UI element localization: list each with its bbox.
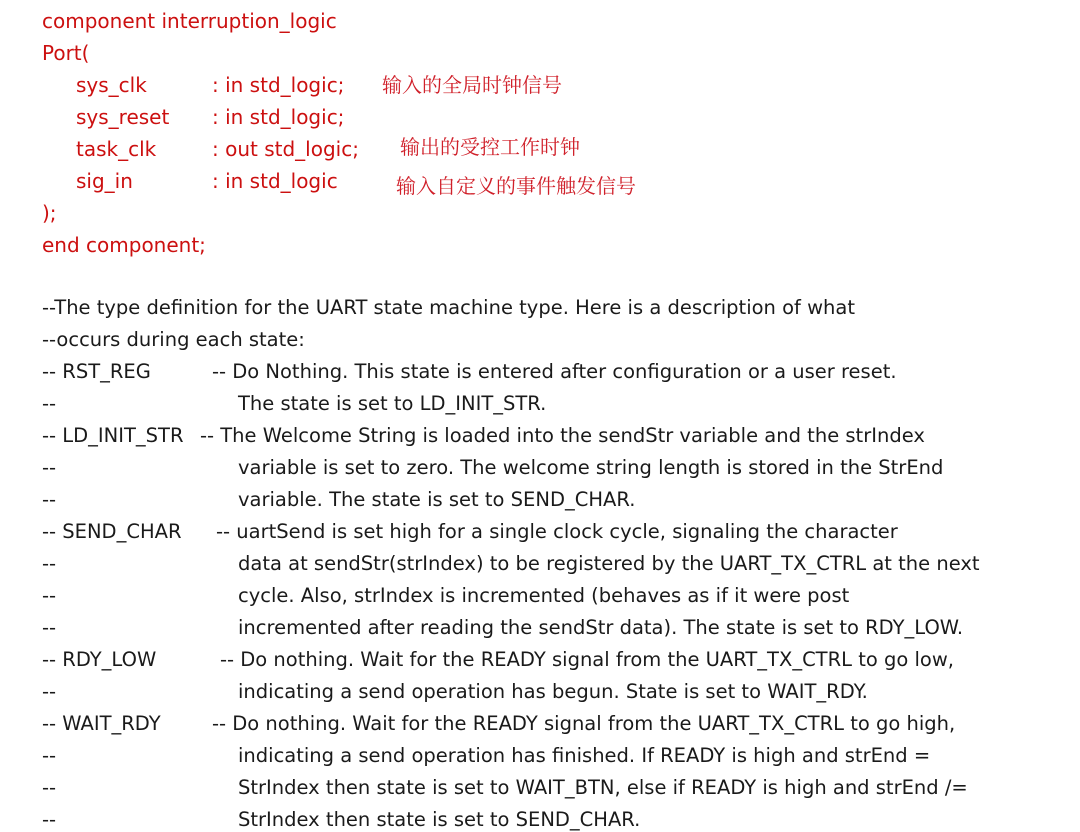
port-name-task-clk: task_clk: [76, 137, 157, 161]
state-desc-rdy-low-2: indicating a send operation has begun. State is set to WAIT_RDY.: [238, 680, 868, 703]
state-desc-send-char-2: data at sendStr(strIndex) to be registered by the UART_TX_CTRL at the next: [238, 552, 980, 575]
port-name-sys-reset: sys_reset: [76, 105, 170, 129]
state-desc-send-char-3: cycle. Also, strIndex is incremented (behaves as if it were post: [238, 584, 850, 607]
state-label-rst-reg: -- RST_REG: [42, 360, 151, 383]
state-label-wait-rdy: -- WAIT_RDY: [42, 712, 161, 735]
port-comment-sys-clk: 输入的全局时钟信号: [382, 73, 562, 97]
port-name-sys-clk: sys_clk: [76, 73, 147, 97]
port-decl-sig-in: : in std_logic: [212, 169, 338, 193]
state-label-ld-init-str: -- LD_INIT_STR: [42, 424, 184, 447]
state-label-rdy-low: -- RDY_LOW: [42, 648, 157, 671]
continuation-prefix: --: [42, 488, 57, 511]
state-desc-ld-init-str-3: variable. The state is set to SEND_CHAR.: [238, 488, 636, 511]
component-footer: end component;: [42, 233, 206, 257]
continuation-prefix: --: [42, 616, 57, 639]
state-desc-ld-init-str-1: -- The Welcome String is loaded into the sendStr variable and the strIndex: [200, 424, 925, 447]
continuation-prefix: --: [42, 552, 57, 575]
state-desc-rdy-low-1: -- Do nothing. Wait for the READY signal from the UART_TX_CTRL to go low,: [220, 648, 954, 671]
state-desc-wait-rdy-3: StrIndex then state is set to WAIT_BTN, else if READY is high and strEnd /=: [238, 776, 968, 799]
continuation-prefix: --: [42, 584, 57, 607]
state-desc-wait-rdy-2: indicating a send operation has finished. If READY is high and strEnd =: [238, 744, 931, 767]
state-desc-rst-reg-1: -- Do Nothing. This state is entered after configuration or a user reset.: [212, 360, 897, 383]
state-desc-send-char-4: incremented after reading the sendStr data). The state is set to RDY_LOW.: [238, 616, 964, 639]
port-decl-task-clk: : out std_logic;: [212, 137, 359, 161]
intro-line-1: --The type definition for the UART state machine type. Here is a description of what: [42, 296, 855, 319]
continuation-prefix: --: [42, 456, 57, 479]
port-name-sig-in: sig_in: [76, 169, 133, 193]
continuation-prefix: --: [42, 744, 57, 767]
intro-line-2: --occurs during each state:: [42, 328, 305, 351]
state-label-send-char: -- SEND_CHAR: [42, 520, 182, 543]
port-comment-sig-in: 输入自定义的事件触发信号: [396, 174, 636, 198]
port-comment-task-clk: 输出的受控工作时钟: [400, 135, 580, 159]
state-desc-ld-init-str-2: variable is set to zero. The welcome string length is stored in the StrEnd: [238, 456, 944, 479]
continuation-prefix: --: [42, 776, 57, 799]
component-header: component interruption_logic: [42, 9, 337, 33]
port-close: );: [42, 201, 57, 225]
state-desc-wait-rdy-1: -- Do nothing. Wait for the READY signal from the UART_TX_CTRL to go high,: [212, 712, 956, 735]
state-desc-wait-rdy-4: StrIndex then state is set to SEND_CHAR.: [238, 808, 641, 831]
port-open: Port(: [42, 41, 90, 65]
continuation-prefix: --: [42, 808, 57, 831]
continuation-prefix: --: [42, 392, 57, 415]
state-desc-rst-reg-2: The state is set to LD_INIT_STR.: [238, 392, 547, 415]
state-desc-send-char-1: -- uartSend is set high for a single clock cycle, signaling the character: [216, 520, 898, 543]
continuation-prefix: --: [42, 680, 57, 703]
port-decl-sys-clk: : in std_logic;: [212, 73, 345, 97]
port-decl-sys-reset: : in std_logic;: [212, 105, 345, 129]
